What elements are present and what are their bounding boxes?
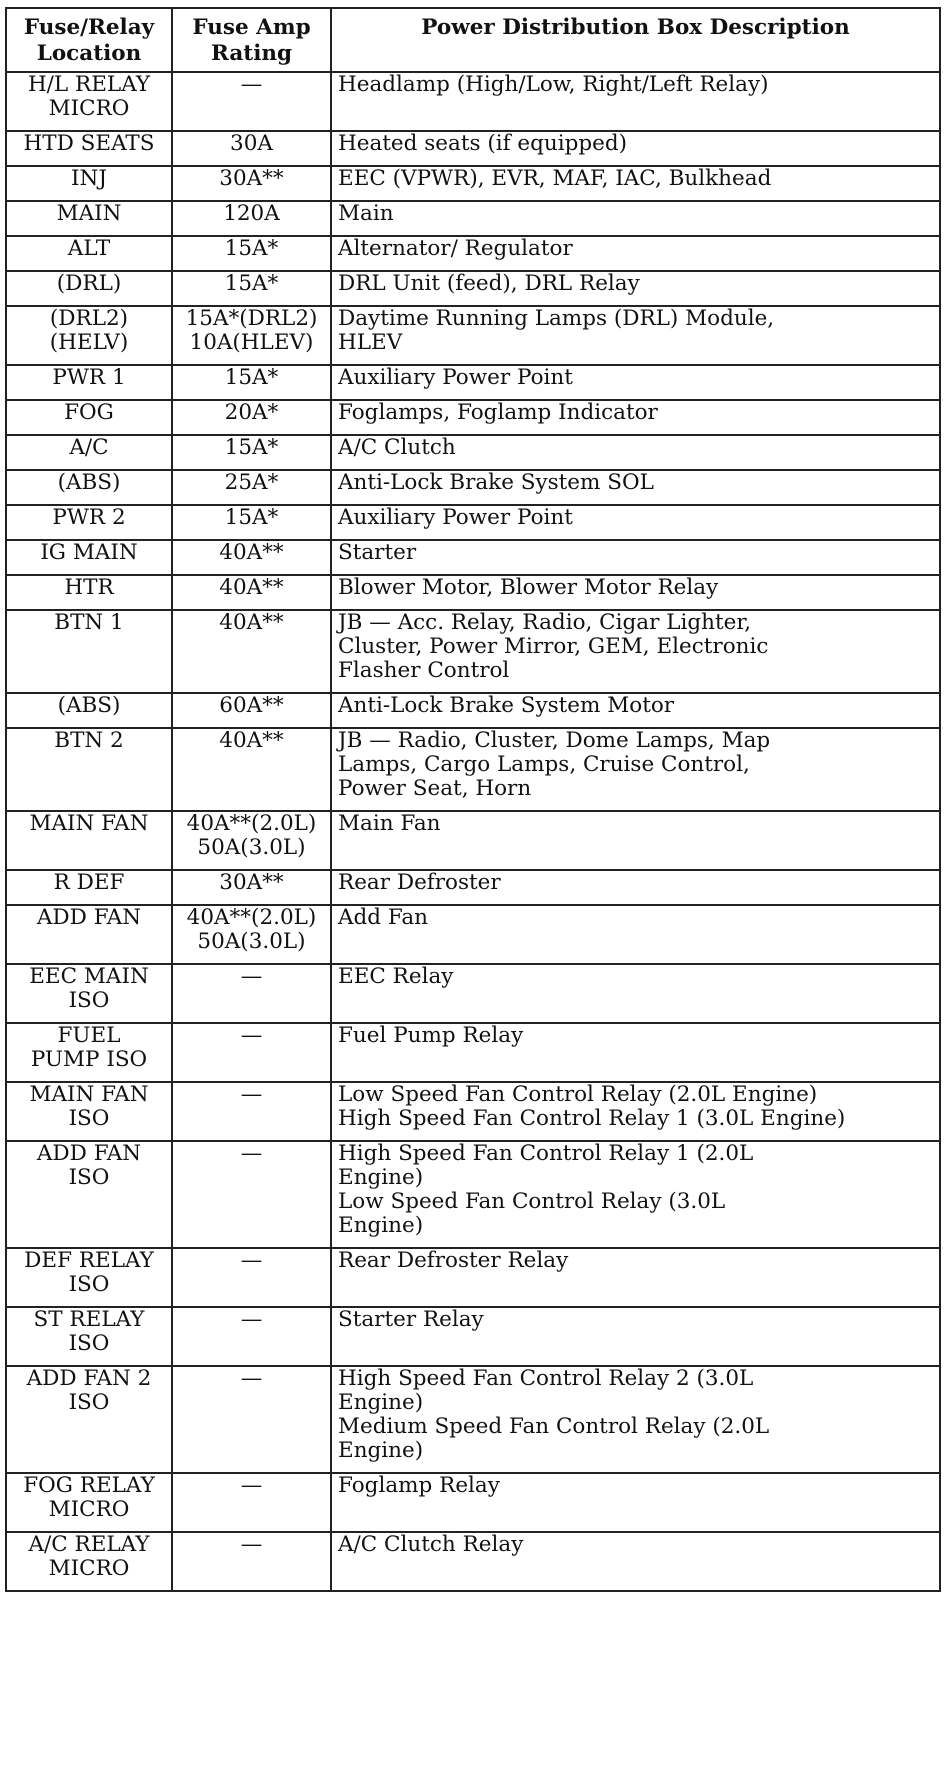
cell-line: A/C Clutch Relay — [338, 1532, 524, 1557]
cell-line: Engine) — [338, 1438, 424, 1463]
cell-line: ALT — [67, 236, 111, 261]
description-cell — [331, 1532, 940, 1591]
fuse-location-cell — [6, 201, 172, 236]
table-row — [6, 365, 940, 400]
fuse-rating-cell — [172, 365, 331, 400]
cell-line: FUEL — [57, 1023, 121, 1048]
description-cell — [331, 72, 940, 131]
cell-line: Foglamps, Foglamp Indicator — [338, 400, 658, 425]
cell-line: ISO — [68, 1106, 110, 1131]
table-body — [6, 72, 940, 1591]
fuse-rating-cell — [172, 306, 331, 365]
header-line: Rating — [210, 41, 293, 66]
cell-line: High Speed Fan Control Relay 1 (2.0L — [338, 1141, 754, 1166]
fuse-rating-cell — [172, 1366, 331, 1473]
cell-line: H/L RELAY — [27, 72, 151, 97]
cell-line: — — [240, 1141, 263, 1166]
table-row — [6, 271, 940, 306]
fuse-location-cell — [6, 505, 172, 540]
cell-line: EEC Relay — [338, 964, 454, 989]
cell-line: Anti-Lock Brake System Motor — [338, 693, 675, 718]
cell-line: Low Speed Fan Control Relay (2.0L Engine) — [338, 1082, 818, 1107]
description-cell — [331, 1366, 940, 1473]
header-line: Fuse Amp — [192, 15, 311, 40]
fuse-location-cell — [6, 1532, 172, 1591]
cell-line: IG MAIN — [40, 540, 138, 565]
table-row — [6, 728, 940, 811]
fuse-location-cell — [6, 365, 172, 400]
table-row — [6, 1023, 940, 1082]
cell-line: 60A** — [219, 693, 284, 718]
cell-line: 40A**(2.0L) — [186, 811, 317, 836]
cell-line: MICRO — [48, 1497, 130, 1522]
header-row — [6, 8, 940, 72]
cell-line: — — [240, 1473, 263, 1498]
description-cell — [331, 610, 940, 693]
cell-line: JB — Acc. Relay, Radio, Cigar Lighter, — [338, 610, 752, 635]
cell-line: 50A(3.0L) — [197, 929, 306, 954]
fuse-rating-cell — [172, 400, 331, 435]
table-row — [6, 964, 940, 1023]
table-row — [6, 1532, 940, 1591]
cell-line: MICRO — [48, 96, 130, 121]
cell-line: 15A* — [224, 435, 279, 460]
description-cell — [331, 870, 940, 905]
cell-line: High Speed Fan Control Relay 2 (3.0L — [338, 1366, 754, 1391]
cell-line: 40A** — [219, 610, 284, 635]
cell-line: — — [240, 1023, 263, 1048]
fuse-location-cell — [6, 1248, 172, 1307]
description-cell — [331, 964, 940, 1023]
header-description — [331, 8, 940, 72]
cell-line: 15A* — [224, 236, 279, 261]
description-cell — [331, 131, 940, 166]
cell-line: JB — Radio, Cluster, Dome Lamps, Map — [338, 728, 771, 753]
description-cell — [331, 470, 940, 505]
cell-line: Engine) — [338, 1213, 424, 1238]
cell-line: — — [240, 964, 263, 989]
description-cell — [331, 1473, 940, 1532]
cell-line: 50A(3.0L) — [197, 835, 306, 860]
cell-line: Alternator/ Regulator — [338, 236, 573, 261]
cell-line: — — [240, 1307, 263, 1332]
table-row — [6, 435, 940, 470]
table-row — [6, 505, 940, 540]
description-cell — [331, 728, 940, 811]
cell-line: — — [240, 1532, 263, 1557]
fuse-location-cell — [6, 131, 172, 166]
cell-line: FOG RELAY — [23, 1473, 155, 1498]
header-line: Fuse/Relay — [23, 15, 155, 40]
cell-line: ISO — [68, 1390, 110, 1415]
cell-line: Daytime Running Lamps (DRL) Module, — [338, 306, 775, 331]
cell-line: Main Fan — [338, 811, 441, 836]
fuse-location-cell — [6, 1366, 172, 1473]
cell-line: 20A* — [224, 400, 279, 425]
description-cell — [331, 1307, 940, 1366]
table-row — [6, 575, 940, 610]
fuse-location-cell — [6, 236, 172, 271]
cell-line: MAIN FAN — [29, 811, 149, 836]
cell-line: HTD SEATS — [23, 131, 155, 156]
fuse-rating-cell — [172, 1307, 331, 1366]
cell-line: (HELV) — [49, 330, 129, 355]
cell-line: ISO — [68, 1272, 110, 1297]
header-location — [6, 8, 172, 72]
cell-line: PUMP ISO — [30, 1047, 148, 1072]
cell-line: 15A* — [224, 271, 279, 296]
description-cell — [331, 400, 940, 435]
fuse-location-cell — [6, 964, 172, 1023]
table-row — [6, 1082, 940, 1141]
cell-line: MICRO — [48, 1556, 130, 1581]
table-row — [6, 400, 940, 435]
fuse-rating-cell — [172, 870, 331, 905]
cell-line: Engine) — [338, 1390, 424, 1415]
cell-line: MAIN FAN — [29, 1082, 149, 1107]
fuse-rating-cell — [172, 435, 331, 470]
cell-line: High Speed Fan Control Relay 1 (3.0L Engine) — [338, 1106, 846, 1131]
description-cell — [331, 435, 940, 470]
fuse-rating-cell — [172, 1532, 331, 1591]
fuse-rating-cell — [172, 1473, 331, 1532]
cell-line: Heated seats (if equipped) — [338, 131, 628, 156]
fuse-rating-cell — [172, 470, 331, 505]
description-cell — [331, 306, 940, 365]
header-rating — [172, 8, 331, 72]
cell-line: Blower Motor, Blower Motor Relay — [338, 575, 719, 600]
fuse-location-cell — [6, 540, 172, 575]
table-row — [6, 905, 940, 964]
cell-line: DRL Unit (feed), DRL Relay — [338, 271, 640, 296]
table-row — [6, 166, 940, 201]
fuse-location-cell — [6, 1082, 172, 1141]
cell-line: 25A* — [224, 470, 279, 495]
cell-line: PWR 1 — [52, 365, 126, 390]
cell-line: ST RELAY — [33, 1307, 145, 1332]
cell-line: 15A*(DRL2) — [185, 306, 318, 331]
description-cell — [331, 1248, 940, 1307]
cell-line: Anti-Lock Brake System SOL — [338, 470, 654, 495]
cell-line: ISO — [68, 988, 110, 1013]
fuse-rating-cell — [172, 1082, 331, 1141]
table-row — [6, 540, 940, 575]
cell-line: EEC MAIN — [29, 964, 149, 989]
cell-line: (ABS) — [57, 693, 121, 718]
table-row — [6, 1366, 940, 1473]
description-cell — [331, 1141, 940, 1248]
cell-line: DEF RELAY — [24, 1248, 154, 1273]
cell-line: PWR 2 — [52, 505, 126, 530]
table-row — [6, 693, 940, 728]
table-row — [6, 1473, 940, 1532]
fuse-location-cell — [6, 1141, 172, 1248]
fuse-location-cell — [6, 1473, 172, 1532]
fuse-rating-cell — [172, 1023, 331, 1082]
cell-line: Add Fan — [338, 905, 429, 930]
fuse-rating-cell — [172, 540, 331, 575]
cell-line: BTN 1 — [54, 610, 124, 635]
cell-line: — — [240, 1248, 263, 1273]
fuse-location-cell — [6, 271, 172, 306]
cell-line: Flasher Control — [338, 658, 510, 683]
fuse-location-cell — [6, 306, 172, 365]
cell-line: 15A* — [224, 365, 279, 390]
cell-line: 10A(HLEV) — [189, 330, 314, 355]
cell-line: 120A — [223, 201, 280, 226]
fuse-rating-cell — [172, 728, 331, 811]
description-cell — [331, 505, 940, 540]
fuse-rating-cell — [172, 964, 331, 1023]
fuse-location-cell — [6, 400, 172, 435]
table-row — [6, 72, 940, 131]
fuse-location-cell — [6, 905, 172, 964]
fuse-rating-cell — [172, 72, 331, 131]
description-cell — [331, 811, 940, 870]
fuse-location-cell — [6, 435, 172, 470]
table-row — [6, 470, 940, 505]
cell-line: Headlamp (High/Low, Right/Left Relay) — [338, 72, 769, 97]
fuse-location-cell — [6, 72, 172, 131]
fuse-location-cell — [6, 870, 172, 905]
cell-line: HTR — [64, 575, 114, 600]
fuse-location-cell — [6, 811, 172, 870]
fuse-location-cell — [6, 728, 172, 811]
cell-line: MAIN — [56, 201, 122, 226]
cell-line: Fuel Pump Relay — [338, 1023, 524, 1048]
description-cell — [331, 1082, 940, 1141]
table-row — [6, 201, 940, 236]
cell-line: EEC (VPWR), EVR, MAF, IAC, Bulkhead — [338, 166, 772, 191]
fuse-rating-cell — [172, 610, 331, 693]
cell-line: ADD FAN — [36, 905, 142, 930]
fuse-rating-cell — [172, 271, 331, 306]
table-row — [6, 1307, 940, 1366]
cell-line: (ABS) — [57, 470, 121, 495]
cell-line: — — [240, 1082, 263, 1107]
cell-line: Rear Defroster Relay — [338, 1248, 569, 1273]
cell-line: 40A**(2.0L) — [186, 905, 317, 930]
fuse-location-cell — [6, 1307, 172, 1366]
cell-line: Starter Relay — [338, 1307, 484, 1332]
description-cell — [331, 905, 940, 964]
header-line: Power Distribution Box Description — [421, 15, 850, 40]
cell-line: Lamps, Cargo Lamps, Cruise Control, — [338, 752, 750, 777]
description-cell — [331, 575, 940, 610]
cell-line: 40A** — [219, 728, 284, 753]
fuse-rating-cell — [172, 693, 331, 728]
fuse-rating-cell — [172, 236, 331, 271]
cell-line: Cluster, Power Mirror, GEM, Electronic — [338, 634, 769, 659]
cell-line: ISO — [68, 1165, 110, 1190]
description-cell — [331, 365, 940, 400]
cell-line: — — [240, 72, 263, 97]
cell-line: 30A** — [219, 870, 284, 895]
fuse-location-cell — [6, 470, 172, 505]
description-cell — [331, 1023, 940, 1082]
table-row — [6, 236, 940, 271]
cell-line: A/C — [69, 435, 109, 460]
cell-line: INJ — [71, 166, 107, 191]
cell-line: Medium Speed Fan Control Relay (2.0L — [338, 1414, 770, 1439]
cell-line: A/C Clutch — [338, 435, 456, 460]
fuse-location-cell — [6, 166, 172, 201]
cell-line: Low Speed Fan Control Relay (3.0L — [338, 1189, 726, 1214]
cell-line: Engine) — [338, 1165, 424, 1190]
cell-line: 15A* — [224, 505, 279, 530]
description-cell — [331, 236, 940, 271]
fuse-rating-cell — [172, 166, 331, 201]
fuse-location-cell — [6, 575, 172, 610]
fuse-rating-cell — [172, 811, 331, 870]
table-row — [6, 306, 940, 365]
cell-line: BTN 2 — [54, 728, 124, 753]
fuse-location-cell — [6, 693, 172, 728]
fuse-rating-cell — [172, 201, 331, 236]
cell-line: ADD FAN 2 — [26, 1366, 152, 1391]
cell-line: Rear Defroster — [338, 870, 501, 895]
cell-line: 40A** — [219, 575, 284, 600]
cell-line: (DRL2) — [49, 306, 129, 331]
fuse-relay-table — [5, 7, 941, 1592]
cell-line: ADD FAN — [36, 1141, 142, 1166]
cell-line: Auxiliary Power Point — [338, 365, 573, 390]
table-row — [6, 131, 940, 166]
fuse-rating-cell — [172, 1141, 331, 1248]
table-row — [6, 1141, 940, 1248]
fuse-location-cell — [6, 610, 172, 693]
cell-line: Auxiliary Power Point — [338, 505, 573, 530]
cell-line: Foglamp Relay — [338, 1473, 500, 1498]
cell-line: Power Seat, Horn — [338, 776, 532, 801]
cell-line: A/C RELAY — [28, 1532, 150, 1557]
description-cell — [331, 166, 940, 201]
fuse-rating-cell — [172, 131, 331, 166]
description-cell — [331, 693, 940, 728]
fuse-rating-cell — [172, 1248, 331, 1307]
header-line: Location — [36, 41, 142, 66]
table-row — [6, 811, 940, 870]
cell-line: R DEF — [53, 870, 125, 895]
table-row — [6, 870, 940, 905]
cell-line: Main — [338, 201, 394, 226]
table-row — [6, 1248, 940, 1307]
fuse-location-cell — [6, 1023, 172, 1082]
description-cell — [331, 271, 940, 306]
cell-line: — — [240, 1366, 263, 1391]
fuse-rating-cell — [172, 575, 331, 610]
cell-line: 30A** — [219, 166, 284, 191]
cell-line: 30A — [230, 131, 273, 156]
cell-line: (DRL) — [56, 271, 122, 296]
cell-line: HLEV — [338, 330, 403, 355]
fuse-rating-cell — [172, 905, 331, 964]
cell-line: 40A** — [219, 540, 284, 565]
description-cell — [331, 540, 940, 575]
cell-line: Starter — [338, 540, 417, 565]
table-row — [6, 610, 940, 693]
fuse-rating-cell — [172, 505, 331, 540]
cell-line: FOG — [64, 400, 114, 425]
description-cell — [331, 201, 940, 236]
cell-line: ISO — [68, 1331, 110, 1356]
